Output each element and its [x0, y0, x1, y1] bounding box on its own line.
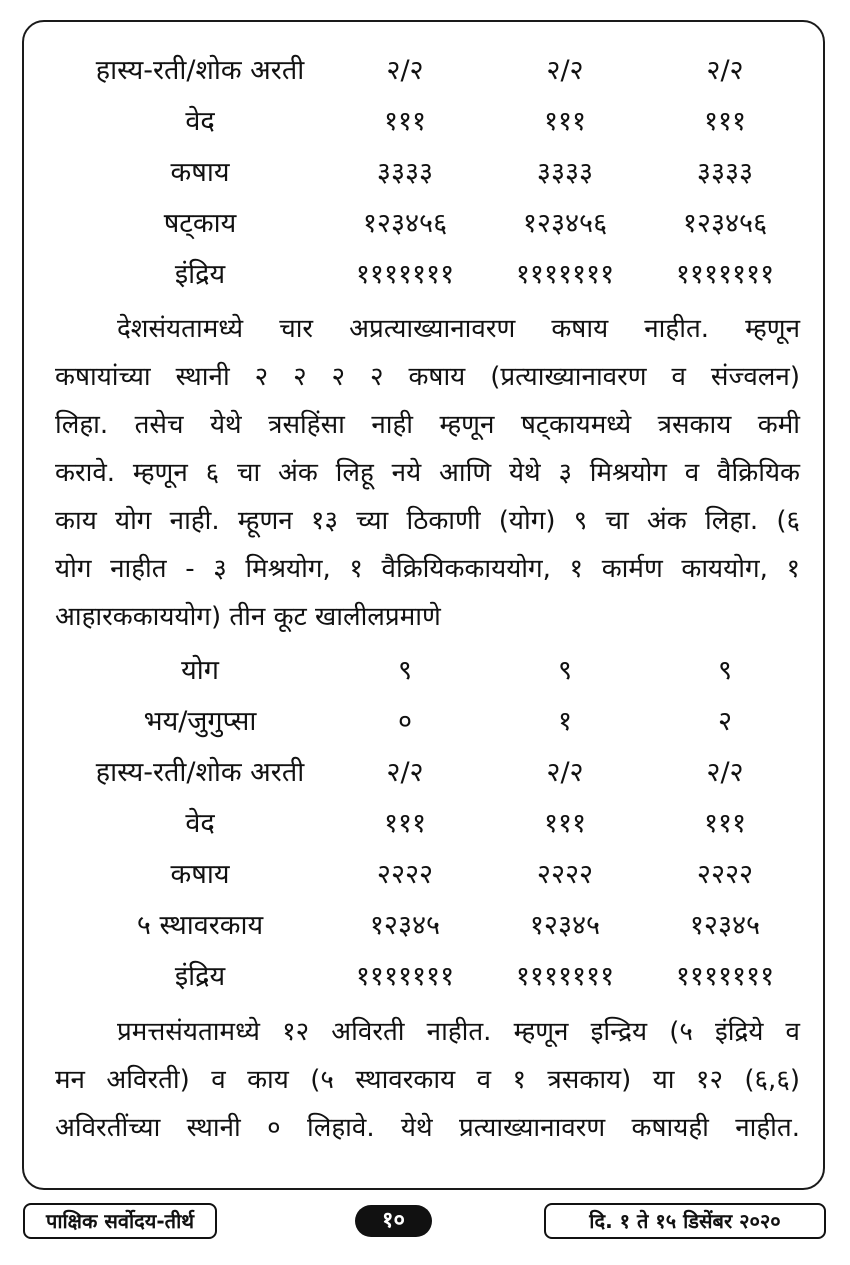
- row-label: षट्काय: [163, 208, 237, 239]
- cell-col-2: १११: [543, 808, 587, 839]
- table-row: [0, 951, 850, 1003]
- row-label: ५ स्थावरकाय: [136, 910, 264, 941]
- cell-col-2: २/२: [546, 55, 584, 86]
- table-row: [0, 645, 850, 697]
- cell-col-3: १११११११: [675, 259, 775, 290]
- page-number: १०: [355, 1205, 432, 1237]
- text-line: अविरतींच्या स्थानी ० लिहावे. येथे प्रत्याख्यानावरण कषायही नाहीत.: [55, 1113, 800, 1143]
- cell-col-1: १११११११: [355, 961, 455, 992]
- cell-col-2: १११: [543, 106, 587, 137]
- table-row: [0, 147, 850, 199]
- cell-col-2: १११११११: [515, 259, 615, 290]
- cell-col-3: १२३४५६: [682, 208, 768, 239]
- cell-col-1: २/२: [386, 757, 424, 788]
- cell-col-1: ३३३३: [376, 157, 434, 188]
- cell-col-1: १११: [383, 106, 427, 137]
- cell-col-2: १२३४५: [529, 910, 601, 941]
- cell-col-3: २/२: [706, 55, 744, 86]
- text-line: देशसंयतामध्ये चार अप्रत्याख्यानावरण कषाय नाहीत. म्हणून: [117, 314, 800, 344]
- cell-col-2: ३३३३: [536, 157, 594, 188]
- table-row: [0, 747, 850, 799]
- cell-col-3: २: [717, 706, 733, 737]
- cell-col-2: ९: [557, 655, 573, 686]
- cell-col-1: २/२: [386, 55, 424, 86]
- cell-col-1: १११११११: [355, 259, 455, 290]
- cell-col-1: १२३४५: [369, 910, 441, 941]
- text-line: कषायांच्या स्थानी २ २ २ २ कषाय (प्रत्याख्यानावरण व संज्वलन): [55, 362, 800, 392]
- table-row: [0, 198, 850, 250]
- cell-col-1: ९: [397, 655, 413, 686]
- cell-col-2: १११११११: [515, 961, 615, 992]
- row-label: वेद: [185, 106, 215, 137]
- cell-col-3: १११: [703, 808, 747, 839]
- cell-col-3: १११: [703, 106, 747, 137]
- cell-col-3: २/२: [706, 757, 744, 788]
- text-line: प्रमत्तसंयतामध्ये १२ अविरती नाहीत. म्हणून इन्द्रिय (५ इंद्रिये व: [117, 1017, 800, 1047]
- cell-col-2: २/२: [546, 757, 584, 788]
- row-label: वेद: [185, 808, 215, 839]
- cell-col-1: २२२२: [376, 859, 434, 890]
- row-label: कषाय: [170, 859, 230, 890]
- issue-date: दि. १ ते १५ डिसेंबर २०२०: [544, 1203, 826, 1239]
- cell-col-1: ०: [397, 706, 413, 737]
- row-label: योग: [181, 655, 219, 686]
- table-row: [0, 249, 850, 301]
- paragraph-1: [55, 305, 800, 641]
- row-label: इंद्रिय: [174, 259, 226, 290]
- row-label: इंद्रिय: [174, 961, 226, 992]
- table-row: [0, 96, 850, 148]
- cell-col-2: २२२२: [536, 859, 594, 890]
- cell-col-2: १२३४५६: [522, 208, 608, 239]
- text-line: काय योग नाही. म्हूणन १३ च्या ठिकाणी (योग) ९ चा अंक लिहा. (६: [55, 506, 800, 536]
- table-row: [0, 798, 850, 850]
- publication-name: पाक्षिक सर्वोदय-तीर्थ: [23, 1203, 217, 1239]
- cell-col-3: १२३४५: [689, 910, 761, 941]
- text-line: करावे. म्हणून ६ चा अंक लिहू नये आणि येथे ३ मिश्रयोग व वैक्रियिक: [55, 458, 800, 488]
- cell-col-1: १२३४५६: [362, 208, 448, 239]
- table-row: [0, 900, 850, 952]
- text-line: आहारककाययोग) तीन कूट खालीलप्रमाणे: [55, 602, 441, 632]
- paragraph-2: [55, 1008, 800, 1152]
- row-label: हास्य-रती/शोक अरती: [95, 55, 305, 86]
- cell-col-3: ९: [717, 655, 733, 686]
- cell-col-3: २२२२: [696, 859, 754, 890]
- cell-col-3: ३३३३: [696, 157, 754, 188]
- cell-col-2: १: [557, 706, 573, 737]
- row-label: कषाय: [170, 157, 230, 188]
- cell-col-3: १११११११: [675, 961, 775, 992]
- table-row: [0, 696, 850, 748]
- table-row: [0, 45, 850, 97]
- row-label: भय/जुगुप्सा: [143, 706, 257, 737]
- text-line: योग नाहीत - ३ मिश्रयोग, १ वैक्रियिककाययोग, १ कार्मण काययोग, १: [55, 554, 800, 584]
- row-label: हास्य-रती/शोक अरती: [95, 757, 305, 788]
- table-row: [0, 849, 850, 901]
- text-line: मन अविरती) व काय (५ स्थावरकाय व १ त्रसकाय) या १२ (६,६): [55, 1065, 800, 1095]
- cell-col-1: १११: [383, 808, 427, 839]
- text-line: लिहा. तसेच येथे त्रसहिंसा नाही म्हणून षट्कायमध्ये त्रसकाय कमी: [55, 410, 800, 440]
